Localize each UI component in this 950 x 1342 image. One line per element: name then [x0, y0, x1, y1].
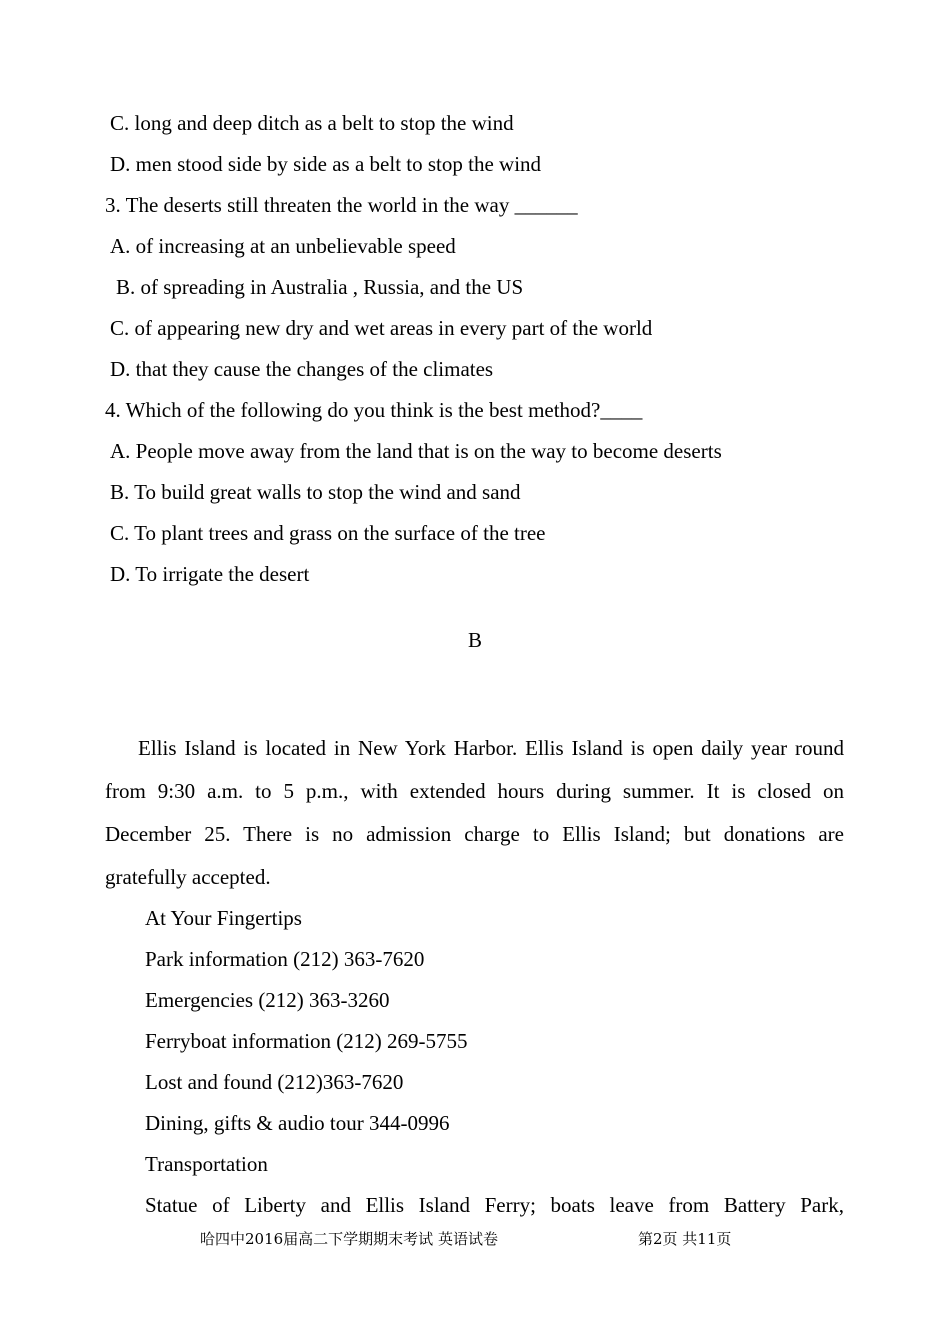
info-transportation: Transportation	[145, 1152, 268, 1176]
q3-option-c: C. of appearing new dry and wet areas in every part of the world	[110, 316, 653, 340]
info-dining: Dining, gifts & audio tour 344-0996	[145, 1111, 450, 1135]
q2-option-d: D. men stood side by side as a belt to stop the wind	[110, 152, 542, 176]
passage-line-4: gratefully accepted.	[105, 865, 271, 889]
q4-option-a: A. People move away from the land that is on the way to become deserts	[110, 439, 722, 463]
info-emergencies: Emergencies (212) 363-3260	[145, 988, 390, 1012]
q4-option-d: D. To irrigate the desert	[110, 562, 310, 586]
section-b-heading: B	[467, 628, 482, 652]
passage-line-2: from 9:30 a.m. to 5 p.m., with extended hours during summer. It is closed on	[105, 779, 844, 803]
passage-line-1: Ellis Island is located in New York Harbor. Ellis Island is open daily year round	[138, 736, 844, 760]
footer-page-number: 第2页 共11页	[638, 1230, 732, 1248]
q2-option-c: C. long and deep ditch as a belt to stop the wind	[110, 111, 514, 135]
passage-line-3: December 25. There is no admission charge to Ellis Island; but donations are	[105, 822, 844, 846]
q4-option-c: C. To plant trees and grass on the surface of the tree	[110, 521, 546, 545]
info-lost-found: Lost and found (212)363-7620	[145, 1070, 404, 1094]
info-park: Park information (212) 363-7620	[145, 947, 425, 971]
info-ferry-route: Statue of Liberty and Ellis Island Ferry; boats leave from Battery Park,	[145, 1193, 844, 1217]
q3-option-a: A. of increasing at an unbelievable speed	[110, 234, 456, 258]
q3-stem: 3. The deserts still threaten the world in the way ______	[105, 193, 578, 217]
q3-option-d: D. that they cause the changes of the climates	[110, 357, 494, 381]
footer-title: 哈四中2016届高二下学期期末考试 英语试卷	[200, 1230, 498, 1248]
q4-stem: 4. Which of the following do you think is the best method?____	[105, 398, 643, 422]
q4-option-b: B. To build great walls to stop the wind and sand	[110, 480, 521, 504]
q3-option-b: B. of spreading in Australia , Russia, and the US	[116, 275, 524, 299]
info-fingertips: At Your Fingertips	[145, 906, 302, 930]
info-ferryboat: Ferryboat information (212) 269-5755	[145, 1029, 468, 1053]
